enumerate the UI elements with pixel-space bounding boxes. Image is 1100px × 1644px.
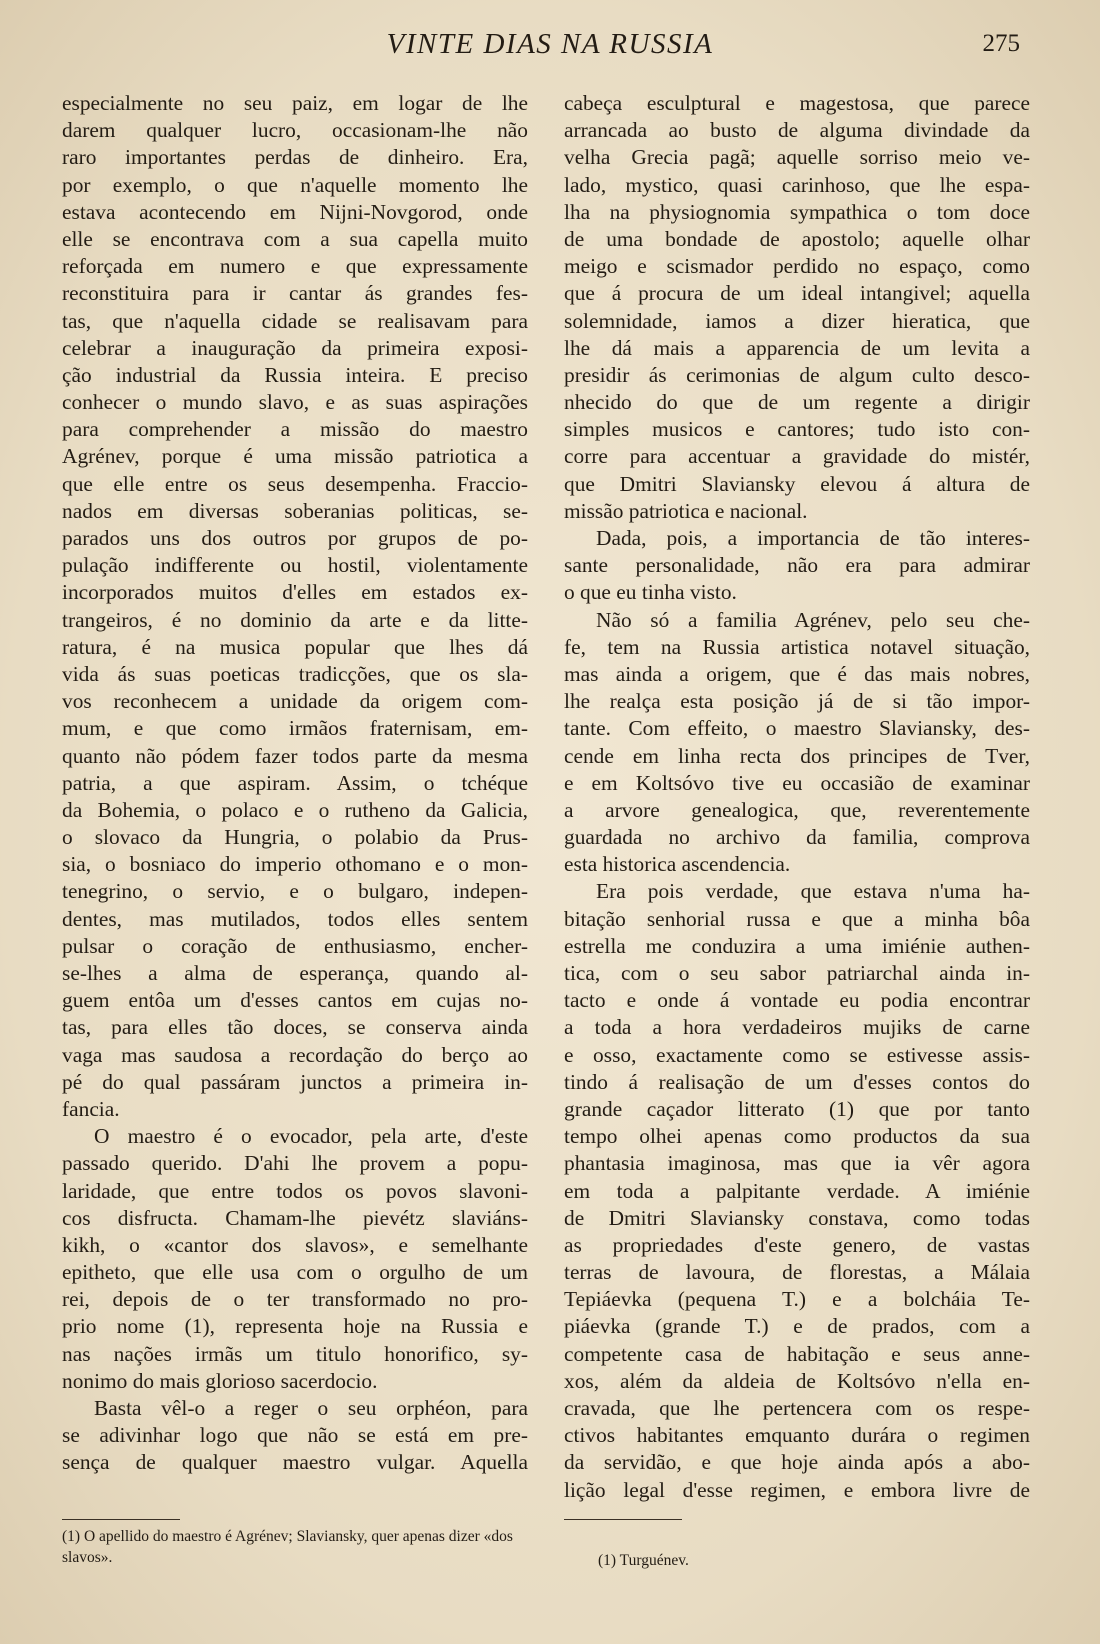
text-line: reforçada em numero e que expressamente (62, 254, 528, 279)
text-line: a toda a hora verdadeiros mujiks de carne (564, 1015, 1030, 1040)
text-line: cabeça esculptural e magestosa, que parece (564, 91, 1030, 115)
text-line: Era pois verdade, que estava n'uma ha- (596, 879, 1030, 904)
text-line: sença de qualquer maestro vulgar. Aquella (62, 1450, 528, 1475)
right-footnote: (1) Turguénev. (598, 1552, 689, 1569)
text-line: Tepiáevka (pequena T.) e a bolcháia Te- (564, 1287, 1030, 1312)
text-line: cos disfructa. Chamam-lhe pievétz slaviáns- (62, 1205, 528, 1230)
text-line: darem qualquer lucro, occasionam-lhe não (62, 118, 528, 143)
text-line: tica, com o seu sabor patriarchal ainda in- (564, 961, 1030, 985)
left-text-column (62, 90, 528, 1477)
text-line: esta historica ascendencia. (564, 852, 791, 877)
text-line: Basta vêl-o a reger o seu orphéon, para (94, 1396, 528, 1420)
text-line: e em Koltsóvo tive eu occasião de examinar (564, 770, 1030, 795)
text-line: a arvore genealogica, que, reverentemente (564, 797, 1030, 822)
page-number: 275 (982, 30, 1020, 57)
text-line: nas nações irmãs um titulo honorifico, sy- (62, 1341, 528, 1366)
text-line: kikh, o «cantor dos slavos», e semelhante (62, 1232, 528, 1257)
text-line: se adivinhar logo que não se está em pre- (62, 1423, 528, 1448)
text-line: nonimo do mais glorioso sacerdocio. (62, 1368, 378, 1393)
left-footnote: (1) O apellido do maestro é Agrénev; Slaviansky, quer apenas dizer «dos slavos». (62, 1528, 513, 1566)
text-line: em toda a palpitante verdade. A imiénie (564, 1178, 1030, 1203)
text-line: arrancada ao busto de alguma divindade da (564, 118, 1030, 143)
right-text-column (564, 90, 1030, 1504)
text-line: fancia. (62, 1096, 120, 1121)
text-line: reconstituira para ir cantar ás grandes fes- (62, 281, 528, 306)
text-line: ctivos habitantes emquanto durára o regimen (564, 1423, 1030, 1448)
text-line: xos, além da aldeia de Koltsóvo n'ella en- (564, 1368, 1030, 1393)
text-line: incorporados muitos d'elles em estados ex- (62, 580, 528, 605)
text-line: nhecido do que de um regente a dirigir (564, 390, 1030, 415)
text-line: da servidão, e que hoje ainda após a abo- (564, 1450, 1030, 1475)
text-line: tante. Com effeito, o maestro Slaviansky, des- (564, 716, 1030, 741)
text-line: presidir ás cerimonias de algum culto desco- (564, 362, 1030, 387)
text-line: pé do qual passáram junctos a primeira in- (62, 1069, 528, 1094)
text-line: missão patriotica e nacional. (564, 498, 808, 523)
text-line: bitação senhorial russa e que a minha bôa (564, 906, 1030, 931)
text-line: tas, que n'aquella cidade se realisavam para (62, 308, 528, 333)
text-line: lição legal d'esse regimen, e embora livre de (564, 1477, 1030, 1502)
text-line: de uma bondade de apostolo; aquelle olhar (564, 226, 1030, 251)
text-line: que Dmitri Slaviansky elevou á altura de (564, 471, 1030, 496)
text-line: o slovaco da Hungria, o polabio da Prus- (62, 825, 528, 850)
text-line: lhe realça esta posição já de si tão impor- (564, 689, 1030, 714)
text-line: grande caçador litterato (1) que por tanto (564, 1096, 1030, 1121)
text-line: cende em linha recta dos principes de Tver, (564, 743, 1030, 768)
text-line: e osso, exactamente como se estivesse assis- (564, 1042, 1030, 1067)
text-line: quanto não pódem fazer todos parte da mesma (62, 743, 528, 768)
text-line: sante personalidade, não era para admirar (564, 553, 1030, 578)
text-line: estava acontecendo em Nijni-Novgorod, onde (62, 199, 528, 224)
text-line: lado, mystico, quasi carinhoso, que lhe espa- (564, 172, 1030, 197)
text-line: competente casa de habitação e seus anne- (564, 1341, 1030, 1366)
text-line: para comprehender a missão do maestro (62, 417, 528, 442)
text-line: simples musicos e cantores; tudo isto con- (564, 417, 1030, 442)
running-title: VINTE DIAS NA RUSSIA (386, 28, 714, 60)
text-line: O maestro é o evocador, pela arte, d'este (94, 1124, 528, 1149)
text-line: solemnidade, iamos a dizer hieratica, que (564, 308, 1030, 333)
right-footnote-rule (564, 1519, 682, 1520)
text-line: por exemplo, o que n'aquelle momento lhe (62, 172, 528, 197)
text-line: fe, tem na Russia artistica notavel situação, (564, 634, 1030, 659)
text-line: pulação indifferente ou hostil, violentamente (62, 553, 528, 578)
text-line: rei, depois de o ter transformado no pro- (62, 1287, 528, 1312)
text-line: dentes, mas mutilados, todos elles sentem (62, 906, 528, 931)
text-line: Agrénev, porque é uma missão patriotica a (62, 444, 528, 469)
text-line: tenegrino, o servio, e o bulgaro, indepen- (62, 879, 528, 904)
text-line: pulsar o coração de enthusiasmo, encher- (62, 933, 528, 958)
text-line: Não só a familia Agrénev, pelo seu che- (596, 607, 1030, 632)
text-line: elle se encontrava com a sua capella muito (62, 226, 528, 251)
text-line: corre para accentuar a gravidade do mistér, (564, 444, 1030, 469)
text-line: guem entôa um d'esses cantos em cujas no- (62, 988, 528, 1013)
text-line: da Bohemia, o polaco e o rutheno da Galicia, (62, 797, 528, 822)
text-line: Dada, pois, a importancia de tão interes- (596, 526, 1030, 550)
text-line: lhe dá mais a apparencia de um levita a (564, 335, 1030, 360)
text-line: mum, e que como irmãos fraternisam, em- (62, 716, 528, 741)
text-line: piáevka (grande T.) e de prados, com a (564, 1314, 1030, 1339)
text-line: que á procura de um ideal intangivel; aquella (564, 281, 1030, 306)
text-line: laridade, que entre todos os povos slavoni- (62, 1178, 528, 1203)
text-line: velha Grecia pagã; aquelle sorriso meio ve- (564, 145, 1030, 170)
text-line: especialmente no seu paiz, em logar de lhe (62, 91, 528, 115)
text-line: de Dmitri Slaviansky constava, como todas (564, 1205, 1030, 1230)
text-line: as propriedades d'este genero, de vastas (564, 1232, 1030, 1257)
text-line: ção industrial da Russia inteira. E preciso (62, 362, 528, 387)
left-footnote-rule (62, 1519, 180, 1520)
text-line: sia, o bosniaco do imperio othomano e o mon- (62, 852, 528, 877)
text-line: cravada, que lhe pertencera com os respe- (564, 1396, 1030, 1420)
text-line: vaga mas saudosa a recordação do berço ao (62, 1042, 528, 1067)
text-line: nados em diversas soberanias politicas, se- (62, 498, 528, 523)
text-line: celebrar a inauguração da primeira exposi- (62, 335, 528, 360)
text-line: vos reconhecem a unidade da origem com- (62, 689, 528, 714)
text-line: mas ainda a origem, que é das mais nobres, (564, 661, 1030, 686)
text-line: passado querido. D'ahi lhe provem a popu- (62, 1151, 528, 1176)
text-line: conhecer o mundo slavo, e as suas aspirações (62, 390, 528, 415)
text-line: parados uns dos outros por grupos de po- (62, 526, 528, 550)
text-line: patria, a que aspiram. Assim, o tchéque (62, 770, 528, 795)
text-line: que elle entre os seus desempenha. Fraccio- (62, 471, 528, 496)
text-line: tindo á realisação de um d'esses contos do (564, 1069, 1030, 1094)
text-line: guardada no archivo da familia, comprova (564, 825, 1030, 850)
text-line: lha na physiognomia sympathica o tom doce (564, 199, 1030, 224)
text-line: trangeiros, é no dominio da arte e da litte- (62, 607, 528, 632)
text-line: se-lhes a alma de esperança, quando al- (62, 961, 528, 985)
text-line: o que eu tinha visto. (564, 580, 737, 605)
text-line: vida ás suas poeticas tradicções, que os sla- (62, 661, 528, 686)
text-line: meigo e scismador perdido no espaço, como (564, 254, 1030, 279)
text-line: epitheto, que elle usa com o orgulho de um (62, 1260, 528, 1285)
text-line: ratura, é na musica popular que lhes dá (62, 634, 528, 659)
text-line: prio nome (1), representa hoje na Russia e (62, 1314, 528, 1339)
text-line: tacto e onde á vontade eu podia encontrar (564, 988, 1030, 1013)
text-line: terras de lavoura, de florestas, a Málaia (564, 1260, 1030, 1285)
text-line: phantasia imaginosa, mas que ia vêr agora (564, 1151, 1030, 1176)
text-line: tas, para elles tão doces, se conserva ainda (62, 1015, 528, 1040)
text-line: estrella me conduzira a uma imiénie authen- (564, 933, 1030, 958)
text-line: raro importantes perdas de dinheiro. Era, (62, 145, 528, 170)
text-line: tempo olhei apenas como productos da sua (564, 1124, 1030, 1149)
